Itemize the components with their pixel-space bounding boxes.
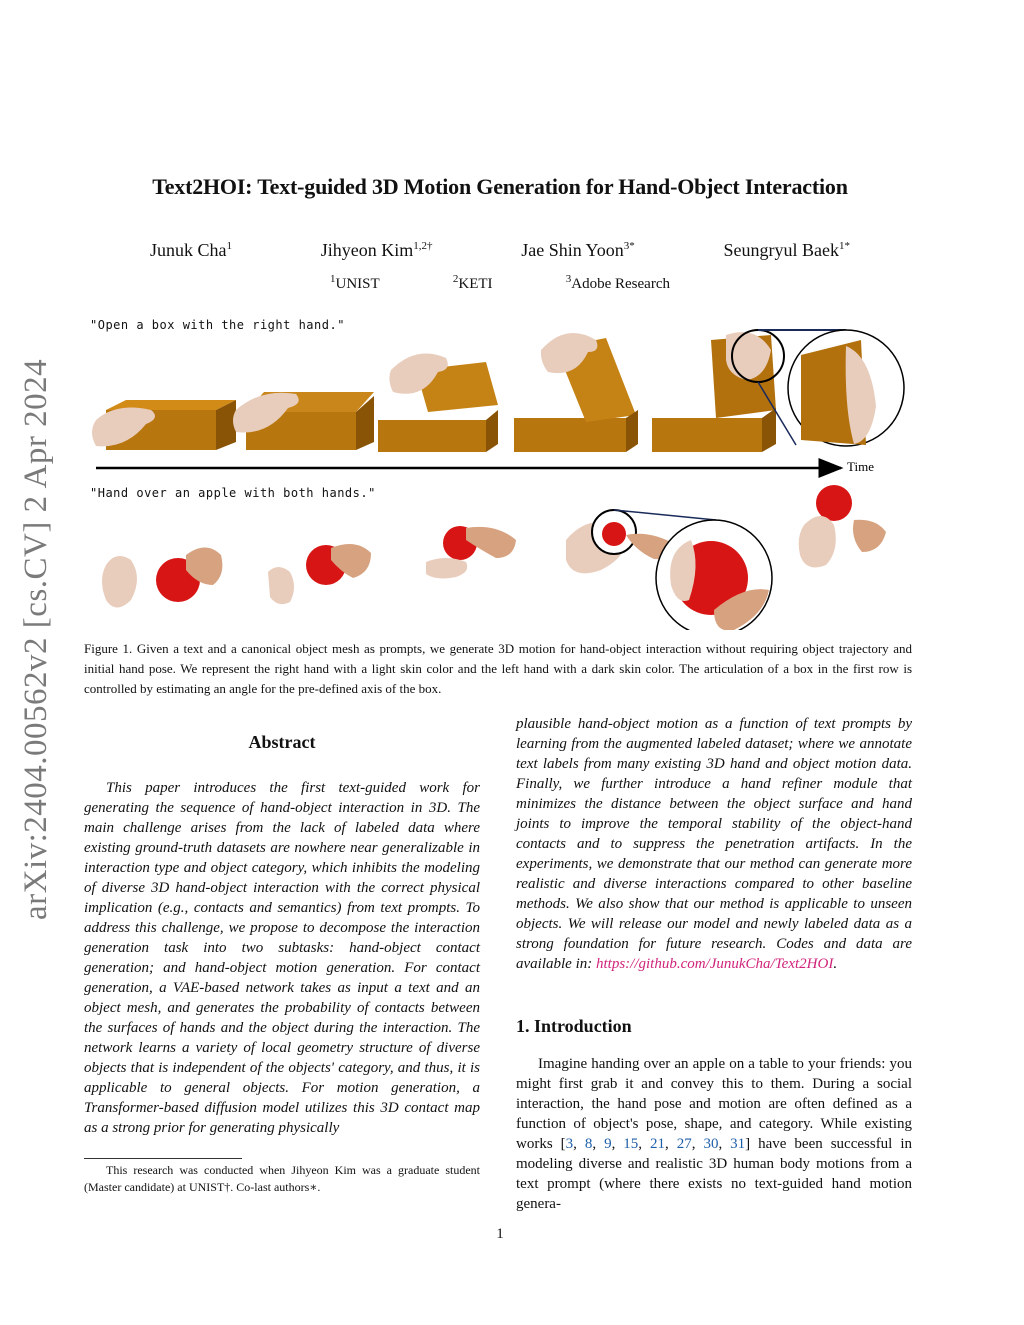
citation[interactable]: 27 [676,1136,692,1152]
apple-frame-2 [268,544,371,604]
citation[interactable]: 31 [730,1136,746,1152]
figure-1 [86,310,916,630]
citation[interactable]: 9 [604,1136,612,1152]
box-frame-3 [378,354,498,452]
footnote-divider [84,1158,242,1159]
figure-caption: Figure 1. Given a text and a canonical object mesh as prompts, we generate 3D motion for hand-object interaction without requiring object trajectory and initial hand pose. We represent the right hand with a light skin color and the left hand with a dark skin color. The articulation of a box in the first row is controlled by estimating an angle for the pre-defined axis of the box. [84,641,912,696]
author: Jae Shin Yoon$^{3*}$ [521,240,635,260]
introduction-text: Imagine handing over an apple on a table to your friends: you might first grab it and convey this to them. During a social interaction, the hand pose and motion are often defined as a function of object's pose, shape, and category. While existing works [3, 8, 9, 15, 21, 27, 30, 31] have been successful in modeling diverse and realistic 3D human body motions from a text prompt (where there exists no text-guided hand motion genera- [516,1056,912,1212]
footnote: This research was conducted when Jihyeon Kim was a graduate student (Master candidate) at UNIST†. Co-last authors∗. [84,1163,480,1194]
right-hand-shape [426,558,467,578]
box-frame-4 [514,333,638,452]
box-frame-2 [233,392,374,450]
right-hand-shape [268,567,294,604]
citation[interactable]: 15 [623,1136,639,1152]
figure-prompt-box: "Open a box with the right hand." [90,318,345,332]
author: Junuk Cha$^1$ [150,240,232,260]
citation[interactable]: 21 [650,1136,666,1152]
right-hand-shape [102,556,137,608]
left-hand-shape [853,520,886,552]
arxiv-identifier: arXiv:2404.00562v2 [cs.CV] 2 Apr 2024 [18,358,54,920]
citation[interactable]: 8 [584,1136,593,1152]
affiliation-list [330,273,670,293]
time-label: Time [847,459,874,474]
author: Seungryul Baek$^{1*}$ [723,240,850,260]
affiliation: $^2$KETI [452,273,493,292]
page-number: 1 [496,1226,504,1242]
apple-frame-5 [799,485,886,567]
abstract-text: This paper introduces the first text-guided work for generating the sequence of hand-object interaction in 3D. The main challenge arises from the lack of labeled data where existing ground-truth datasets are nowhere near generalizable in interaction type and object category, which inhibits the modeling of diverse 3D hand-object interaction with the correct physical implication (e.g., contacts and semantics) from text prompts. To address this challenge, we propose to decompose the interaction generation task into two subtasks: hand-object contact generation; and hand-object motion generation. For contact generation, a VAE-based network takes as input a text and an object mesh, and generates the probability of contacts between the surfaces of hands and the object during the interaction. The network learns a variety of local geometry structure of diverse objects that is independent of the objects' category, and thus, it is applicable to general objects. For motion generation, a Transformer-based diffusion model utilizes this 3D contact map as a strong prior for generating physically [84,780,480,1136]
paper-title: Text2HOI: Text-guided 3D Motion Generation for Hand-Object Interaction [152,174,848,199]
apple-shape [816,485,852,521]
box-frame-5 [652,332,776,452]
author-list [150,240,850,261]
right-hand-shape [799,516,836,567]
apple-frame-3 [426,526,516,578]
figure-prompt-apple: "Hand over an apple with both hands." [90,486,376,500]
citation[interactable]: 30 [703,1136,719,1152]
code-link[interactable]: https://github.com/JunukCha/Text2HOI [595,956,834,972]
abstract-text-continued: plausible hand-object motion as a function of text prompts by learning from the augmented labeled dataset; where we annotate text labels from many existing 3D hand and object motion data. Finally, we further introduce a hand refiner module that minimizes the distance between the object surface and hand joints to improve the temporal stability of the object-hand contacts and to suppress the penetration artifacts. In the experiments, we demonstrate that our method can generate more realistic and diverse interactions compared to other baseline methods. We also show that our method is applicable to unseen objects. We will release our model and newly labeled data as a strong foundation for future research. Codes and data are available in: https://github.com/JunukCha/Text2HOI. [516,716,912,972]
affiliation: $^1$UNIST [330,273,380,292]
zoom-inset-apple [656,520,772,630]
apple-frame-1 [102,548,222,608]
affiliation: $^3$Adobe Research [565,273,670,292]
author: Jihyeon Kim$^{1,2\dagger}$ [320,240,433,260]
box-frame-1 [92,400,236,450]
citation[interactable]: 3 [565,1136,574,1152]
section-heading-introduction: 1. Introduction [516,1016,632,1036]
abstract-heading: Abstract [248,732,316,752]
